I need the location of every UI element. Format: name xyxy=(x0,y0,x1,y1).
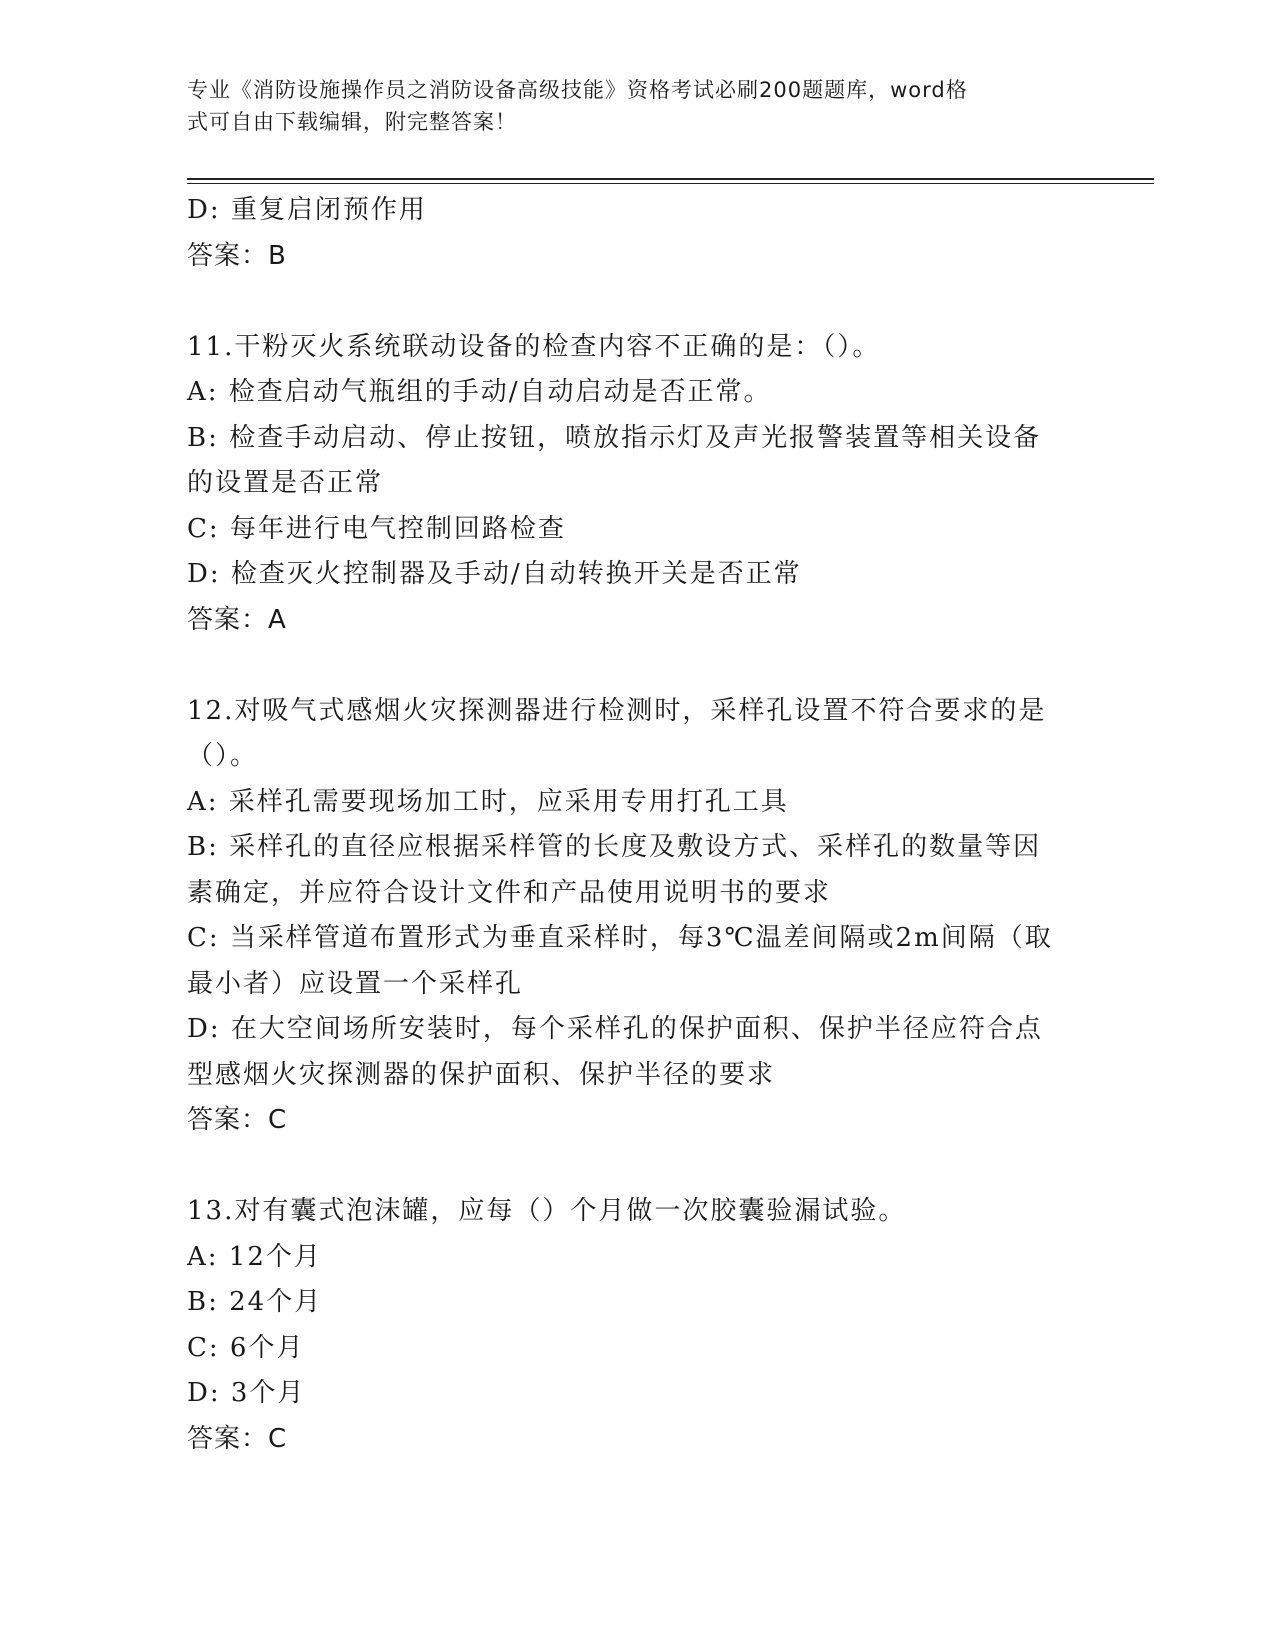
header-divider-thick xyxy=(187,178,1154,180)
option-d: D: 重复启闭预作用 xyxy=(187,195,427,225)
option-b: B: 采样孔的直径应根据采样管的长度及敷设方式、采样孔的数量等因 xyxy=(187,832,1042,862)
answer-line: 答案：C xyxy=(187,1105,288,1135)
answer-line: 答案：B xyxy=(187,240,287,271)
option-c: C: 每年进行电气控制回路检查 xyxy=(187,513,566,544)
spacer xyxy=(187,643,1077,689)
header-divider-thin xyxy=(187,183,1154,184)
question-stem: 13.对有囊式泡沫罐，应每（）个月做一次胶囊验漏试验。 xyxy=(187,1196,907,1226)
option-b: B: 24个月 xyxy=(187,1287,323,1317)
spacer xyxy=(187,1144,1077,1190)
header-line-2: 式可自由下载编辑，附完整答案！ xyxy=(187,110,517,134)
question-stem: 12.对吸气式感烟火灾探测器进行检测时，采样孔设置不符合要求的是 xyxy=(187,695,1047,726)
option-c-continued: 最小者）应设置一个采样孔 xyxy=(187,968,524,999)
question-stem: 11.干粉灭火系统联动设备的检查内容不正确的是：（）。 xyxy=(187,331,881,362)
header-line-1: 专业《消防设施操作员之消防设备高级技能》资格考试必刷200题题库，word格 xyxy=(187,78,968,102)
option-c: C: 当采样管道布置形式为垂直采样时，每3℃温差间隔或2m间隔（取 xyxy=(187,923,1053,953)
option-d-continued: 型感烟火灾探测器的保护面积、保护半径的要求 xyxy=(187,1059,776,1090)
document-body xyxy=(187,188,1077,1462)
question-11 xyxy=(187,325,1077,644)
previous-question-tail xyxy=(187,188,1077,279)
question-stem-continued: （）。 xyxy=(187,741,259,771)
option-d: D: 3个月 xyxy=(187,1378,306,1408)
option-c: C: 6个月 xyxy=(187,1332,305,1363)
answer-line: 答案：A xyxy=(187,604,287,635)
option-b: B: 检查手动启动、停止按钮，喷放指示灯及声光报警装置等相关设备 xyxy=(187,422,1042,453)
document-header xyxy=(187,74,1067,138)
option-b-continued: 素确定，并应符合设计文件和产品使用说明书的要求 xyxy=(187,877,832,908)
question-12 xyxy=(187,689,1077,1144)
option-d: D: 在大空间场所安装时，每个采样孔的保护面积、保护半径应符合点 xyxy=(187,1014,1043,1044)
option-b-continued: 的设置是否正常 xyxy=(187,468,384,498)
answer-line: 答案：C xyxy=(187,1423,288,1454)
spacer xyxy=(187,279,1077,325)
option-a: A: 12个月 xyxy=(187,1241,322,1272)
option-d: D: 检查灭火控制器及手动/自动转换开关是否正常 xyxy=(187,559,802,589)
question-13 xyxy=(187,1189,1077,1462)
option-a: A: 采样孔需要现场加工时，应采用专用打孔工具 xyxy=(187,786,789,817)
option-a: A: 检查启动气瓶组的手动/自动启动是否正常。 xyxy=(187,377,772,407)
